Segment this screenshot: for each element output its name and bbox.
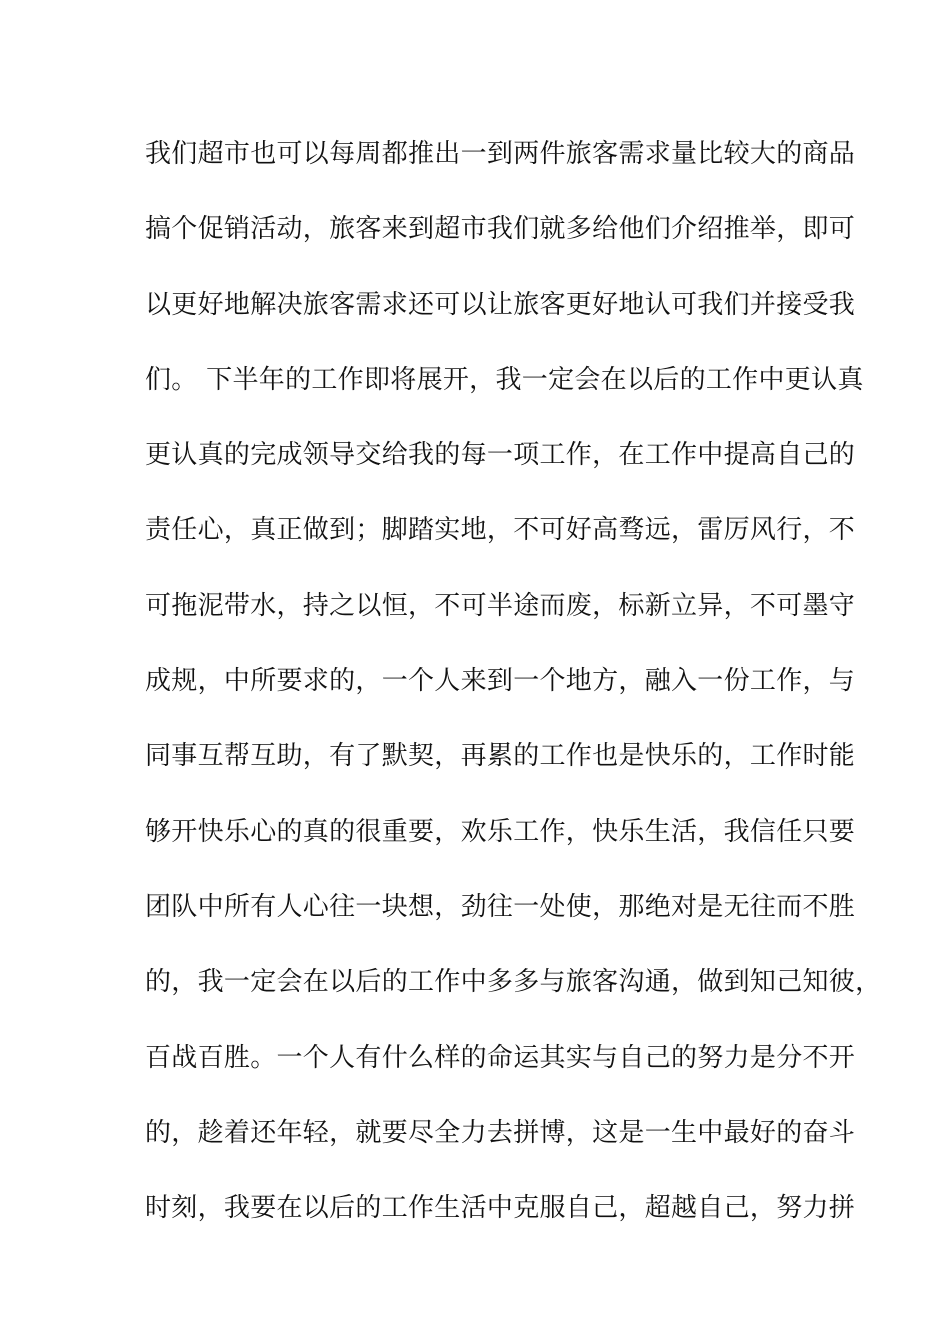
text-line-4: 们。 下半年的工作即将展开，我一定会在以后的工作中更认真 [145,364,864,395]
text-line-3: 以更好地解决旅客需求还可以让旅客更好地认可我们并接受我 [145,289,856,320]
text-line-15: 时刻，我要在以后的工作生活中克服自己，超越自己，努力拼 [145,1193,856,1224]
text-line-7: 可拖泥带水，持之以恒，不可半途而废，标新立异，不可墨守 [145,590,856,621]
text-line-9: 同事互帮互助，有了默契，再累的工作也是快乐的，工作时能 [145,741,856,772]
body-paragraph [145,132,882,1261]
text-line-8: 成规，中所要求的，一个人来到一个地方，融入一份工作，与 [145,666,856,697]
text-line-12: 的，我一定会在以后的工作中多多与旅客沟通，做到知己知彼， [145,967,882,998]
text-line-11: 团队中所有人心往一块想，劲往一处使，那绝对是无往而不胜 [145,891,856,922]
text-line-10: 够开快乐心的真的很重要，欢乐工作，快乐生活，我信任只要 [145,816,856,847]
text-line-13: 百战百胜。一个人有什么样的命运其实与自己的努力是分不开 [145,1042,856,1073]
text-line-14: 的，趁着还年轻，就要尽全力去拼博，这是一生中最好的奋斗 [145,1117,856,1148]
text-line-5: 更认真的完成领导交给我的每一项工作，在工作中提高自己的 [145,440,856,471]
text-line-6: 责任心，真正做到；脚踏实地，不可好高骛远，雷厉风行，不 [145,515,856,546]
text-line-2: 搞个促销活动，旅客来到超市我们就多给他们介绍推举，即可 [145,214,856,245]
text-line-1: 我们超市也可以每周都推出一到两件旅客需求量比较大的商品 [145,139,856,169]
